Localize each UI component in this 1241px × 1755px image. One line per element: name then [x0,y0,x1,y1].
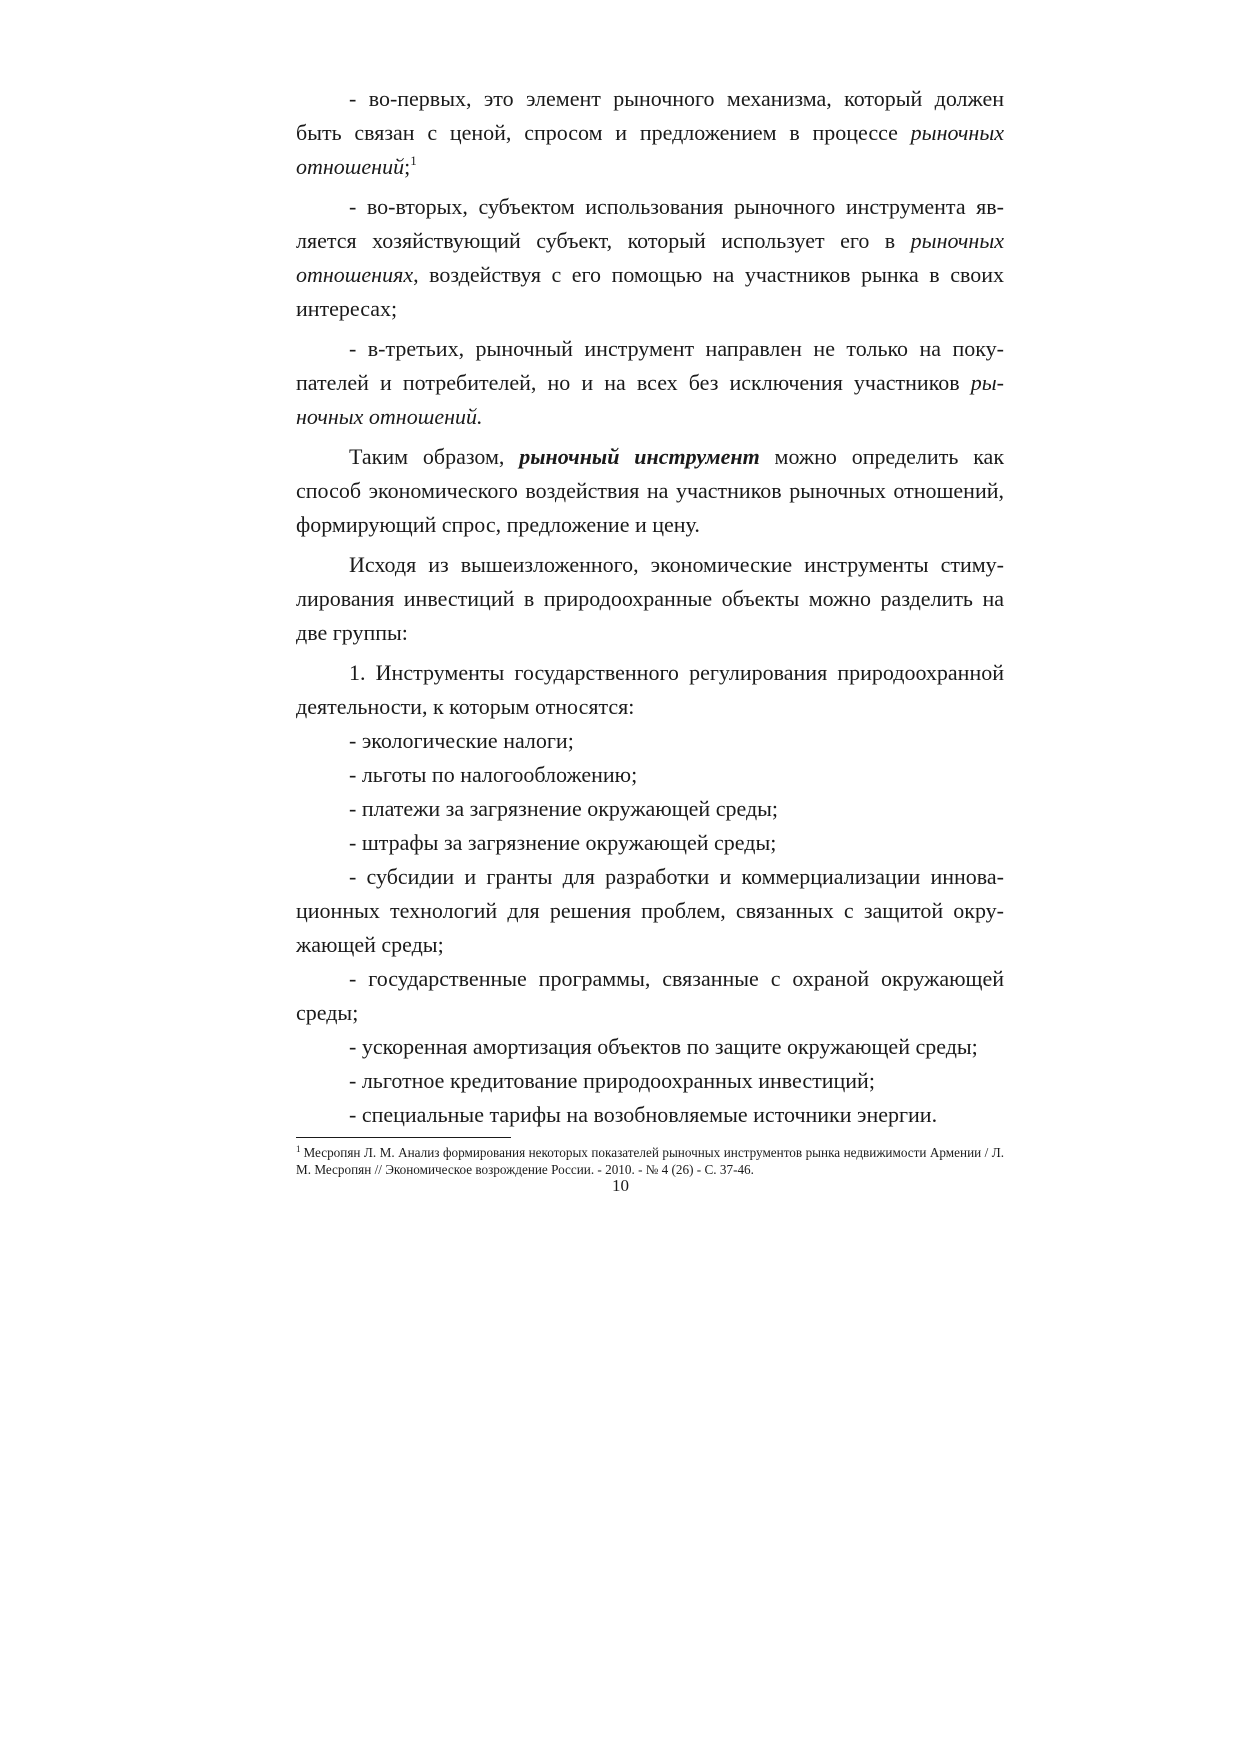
footnote-text: Месропян Л. М. Анализ формирования некоторых показателей рыночных инструментов рынка недвижимости Армении / Л. М. Месропян // Экономическое возрождение России. - 2010. - № 4 (26) - С. 37-46. [296,1145,1004,1177]
text-segment: - субсидии и гранты для разработки и коммерциализации инновационных технологий для решения проблем, связанных с защитой окружающей среды; [296,864,1004,957]
text-segment: - во-первых, это элемент рыночного механизма, который должен быть связан с ценой, спросом и предложением в процессе [296,86,1004,145]
text-segment: - льготное кредитование природоохранных инвестиций; [349,1068,875,1093]
paragraph [296,1098,1004,1132]
paragraph [296,440,1004,542]
paragraph [296,1030,1004,1064]
text-segment: - экологические налоги; [349,728,574,753]
footnote-marker: 1 [296,1144,301,1154]
text-segment: Таким образом, [349,444,520,469]
italic-term: рыночных отношений. [296,370,1004,429]
paragraph [296,656,1004,724]
paragraph [296,792,1004,826]
text-segment: Исходя из вышеизложенного, экономические инструменты стимулирования инвестиций в природоохранные объекты можно разделить на две группы: [296,552,1004,645]
text-segment: - ускоренная амортизация объектов по защите окружающей среды; [349,1034,978,1059]
text-segment: - платежи за загрязнение окружающей среды; [349,796,779,821]
footnote [296,1144,1004,1178]
text-segment: - в-третьих, рыночный инструмент направлен не только на покупателей и потребителей, но и на всех без исключения участников [296,336,1004,395]
paragraph [296,860,1004,962]
italic-term: рыночных отношений [296,120,1004,179]
body-text [296,82,1004,1132]
italic-term: рыночных отношениях [296,228,1004,287]
text-segment: 1. Инструменты государственного регулирования природоохранной деятельности, к которым относятся: [296,660,1004,719]
paragraph [296,548,1004,650]
paragraph [296,332,1004,434]
text-segment: - льготы по налогообложению; [349,762,638,787]
text-segment: можно определить как способ экономического воздействия на участников рыночных отношений, формирующий спрос, предложение и цену. [296,444,1005,537]
defined-term: рыночный инструмент [519,444,760,469]
text-segment: ; [404,154,411,179]
text-segment: - государственные программы, связанные с охраной окружающей среды; [296,966,1004,1025]
footnote-reference[interactable]: 1 [410,153,417,168]
page-number: 10 [612,1176,629,1195]
text-segment: - во-вторых, субъектом использования рыночного инструмента является хозяйствующий субъект, который использует его в [296,194,1004,253]
paragraph [296,190,1004,326]
paragraph [296,758,1004,792]
paragraph [296,82,1004,184]
text-segment: - специальные тарифы на возобновляемые источники энергии. [349,1102,938,1127]
text-segment: - штрафы за загрязнение окружающей среды; [349,830,777,855]
paragraph [296,1064,1004,1098]
text-segment: , воздействуя с его помощью на участников рынка в своих интересах; [296,262,1004,321]
paragraph [296,724,1004,758]
paragraph [296,826,1004,860]
paragraph [296,962,1004,1030]
footnote-divider [296,1137,511,1138]
